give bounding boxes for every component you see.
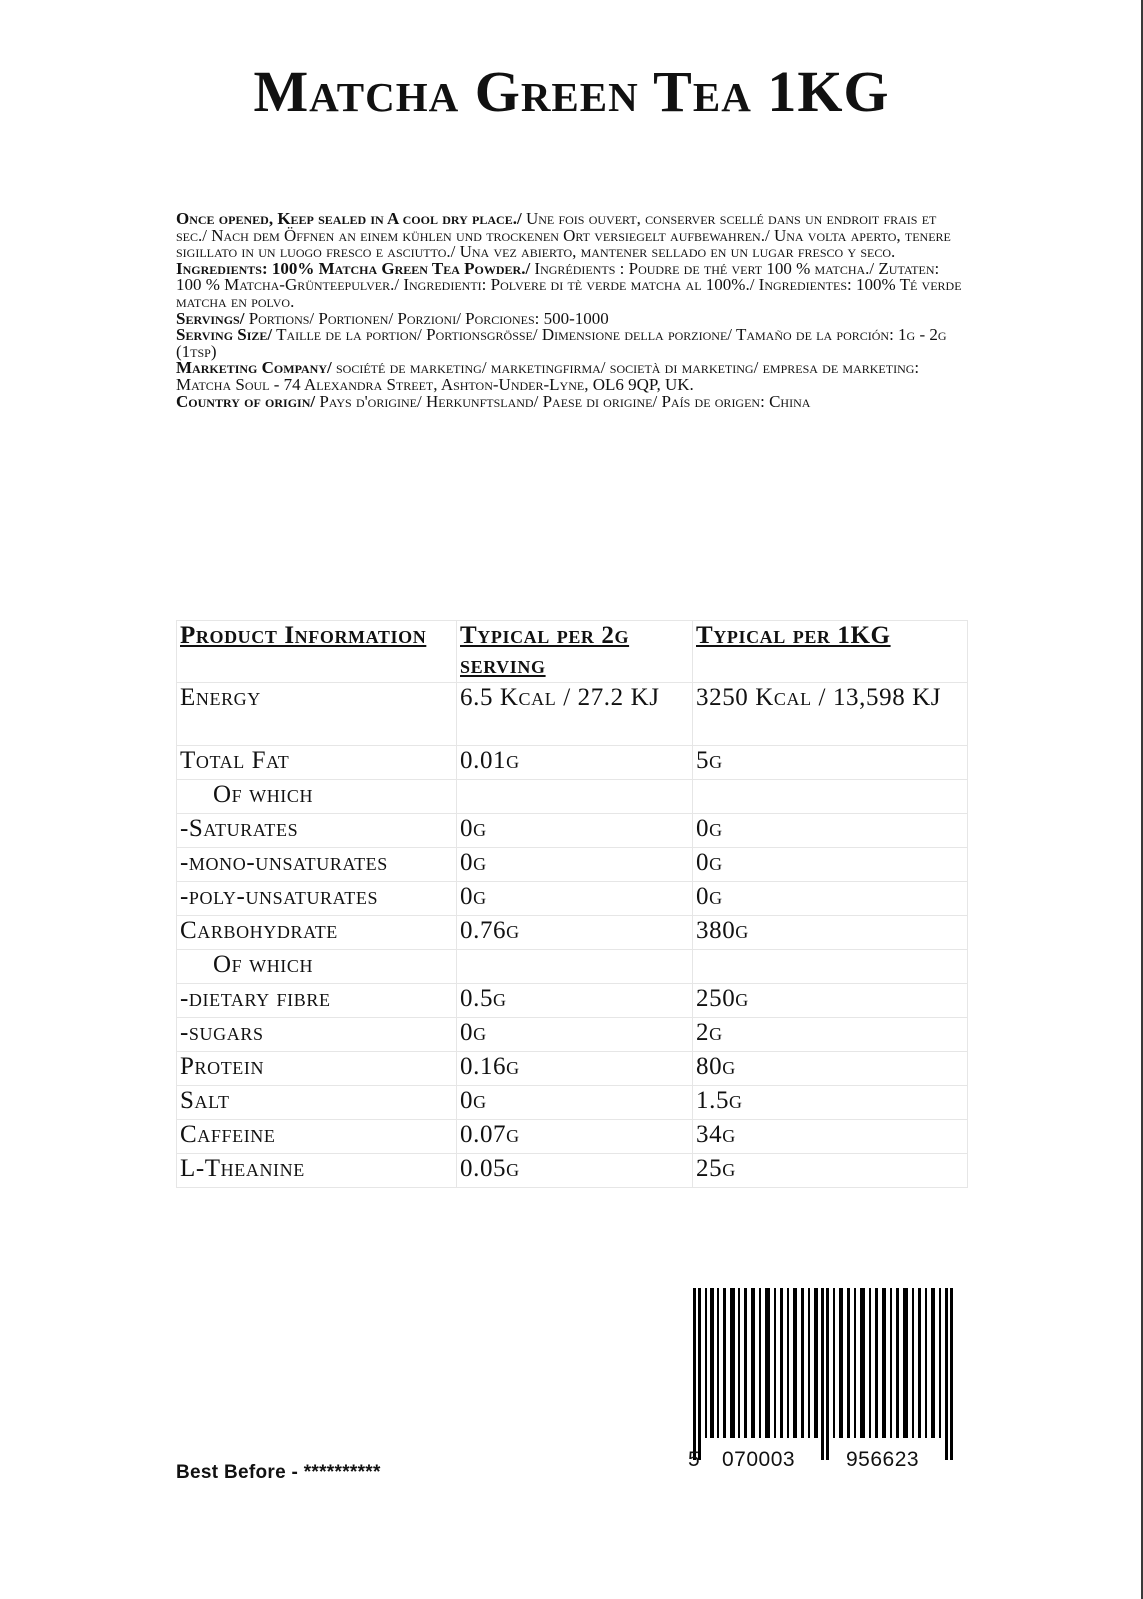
barcode-bar (698, 1288, 701, 1460)
barcode-bar (833, 1288, 835, 1438)
per-serving-value: 0g (457, 814, 693, 848)
origin-paragraph (176, 391, 966, 411)
per-kg-value (693, 780, 968, 814)
barcode-bar (918, 1288, 921, 1438)
nutrient-name: Energy (177, 683, 457, 746)
barcode-bar (945, 1288, 948, 1460)
nutrient-name: Caffeine (177, 1120, 457, 1154)
per-serving-value: 0g (457, 882, 693, 916)
barcode-bar (808, 1288, 810, 1438)
per-serving-value: 0.76g (457, 916, 693, 950)
table-row (177, 1154, 968, 1188)
barcode-bar (723, 1288, 726, 1438)
origin-label: Country of origin/ (176, 391, 316, 411)
marketing-label: Marketing Company/ (176, 358, 332, 378)
barcode-bar (765, 1288, 770, 1438)
barcode-bar (730, 1288, 735, 1438)
table-row (177, 882, 968, 916)
barcode-bar (869, 1288, 871, 1438)
barcode-right-digits: 956623 (846, 1448, 920, 1471)
barcode-bar (710, 1288, 714, 1438)
ingredients-paragraph (176, 258, 966, 311)
table-row (177, 780, 968, 814)
table-row (177, 916, 968, 950)
nutrient-name: Protein (177, 1052, 457, 1086)
barcode-bar (890, 1288, 892, 1438)
per-serving-value (457, 950, 693, 984)
barcode-bar (896, 1288, 899, 1438)
barcode-bar (950, 1288, 953, 1460)
per-serving-value: 0.05g (457, 1154, 693, 1188)
table-row (177, 984, 968, 1018)
header-product-information: Product Information (177, 621, 457, 683)
per-serving-value: 0g (457, 848, 693, 882)
per-serving-value: 6.5 Kcal / 27.2 KJ (457, 683, 693, 746)
barcode-bar (925, 1288, 927, 1438)
per-kg-value: 380g (693, 916, 968, 950)
barcode-bar (854, 1288, 856, 1438)
per-kg-value: 250g (693, 984, 968, 1018)
per-kg-value: 5g (693, 746, 968, 780)
origin-text: Pays d'origine/ Herkunftsland/ Paese di origine/ País de origen: China (315, 391, 811, 411)
barcode-bar (738, 1288, 740, 1438)
nutrient-name: L-Theanine (177, 1154, 457, 1188)
header-per-serving: Typical per 2g serving (457, 621, 693, 683)
barcode-bar (875, 1288, 878, 1438)
nutrient-name: -poly-unsaturates (177, 882, 457, 916)
table-row (177, 1018, 968, 1052)
per-serving-value: 0g (457, 1018, 693, 1052)
ingredients-text: Ingrédients : Poudre de thé vert 100 % matcha./ Zutaten: 100 % Matcha-Grünteepulver./ Ingredienti: Polvere di tè verde matcha al 100%./ Ingredientes: 100% Té verde matcha en polvo. (176, 258, 962, 311)
servings-label: Servings/ (176, 308, 245, 328)
storage-text: Une fois ouvert, conserver scellé dans un endroit frais et sec./ Nach dem Öffnen an einem kühlen und trockenen Ort versiegelt aufbewahren./ Una volta aperto, tenere sigillato in un luogo fresco e asciutto./ Una vez abierto, mantener sellado en un lugar fresco y seco. (176, 209, 951, 262)
barcode-bar (751, 1288, 755, 1438)
barcode-bar (826, 1288, 829, 1460)
per-kg-value (693, 950, 968, 984)
per-kg-value: 0g (693, 882, 968, 916)
per-kg-value: 80g (693, 1052, 968, 1086)
nutrient-name: Carbohydrate (177, 916, 457, 950)
ingredients-label: Ingredients: 100% Matcha Green Tea Powder./ (176, 258, 531, 278)
barcode-bar (847, 1288, 850, 1438)
table-row (177, 683, 968, 746)
nutrition-table (176, 620, 968, 1188)
serving-size-text: Taille de la portion/ Portionsgröße/ Dimensione della porzione/ Tamaño de la porción: 1g - 2g (1tsp) (176, 325, 947, 361)
barcode-bar (787, 1288, 789, 1438)
serving-size-label: Serving Size/ (176, 325, 273, 345)
nutrition-header-row (177, 621, 968, 683)
barcode-bar (912, 1288, 914, 1438)
nutrient-name: Of which (177, 950, 457, 984)
barcode-bar (882, 1288, 886, 1438)
barcode-bar (801, 1288, 804, 1438)
barcode-bar (705, 1288, 707, 1438)
barcode-bar (903, 1288, 908, 1438)
per-serving-value: 0.07g (457, 1120, 693, 1154)
table-row (177, 814, 968, 848)
barcode-bar (774, 1288, 776, 1438)
header-per-kg: Typical per 1KG (693, 621, 968, 683)
barcode-bar (759, 1288, 761, 1438)
barcode-bar (860, 1288, 865, 1438)
table-row (177, 1052, 968, 1086)
best-before-label: Best Before - ********** (176, 1462, 381, 1483)
marketing-text: société de marketing/ marketingfirma/ società di marketing/ empresa de marketing: Matcha Soul - 74 Alexandra Street, Ashton-Under-Lyne, OL6 9QP, UK. (176, 358, 920, 394)
per-kg-value: 25g (693, 1154, 968, 1188)
serving-size-paragraph (176, 327, 966, 360)
barcode-bar (693, 1288, 696, 1460)
barcode-bar (744, 1288, 747, 1438)
nutrient-name: -mono-unsaturates (177, 848, 457, 882)
per-serving-value (457, 780, 693, 814)
per-kg-value: 1.5g (693, 1086, 968, 1120)
barcode-bar (814, 1288, 818, 1438)
table-row (177, 848, 968, 882)
per-serving-value: 0.01g (457, 746, 693, 780)
per-serving-value: 0g (457, 1086, 693, 1120)
product-info-block (176, 211, 966, 410)
per-serving-value: 0.5g (457, 984, 693, 1018)
per-serving-value: 0.16g (457, 1052, 693, 1086)
barcode-bar (821, 1288, 824, 1460)
barcode-bar (717, 1288, 719, 1438)
per-kg-value: 3250 Kcal / 13,598 KJ (693, 683, 968, 746)
barcode-icon (693, 1288, 953, 1474)
barcode-lead-digit: 5 (688, 1448, 701, 1471)
servings-text: Portions/ Portionen/ Porzioni/ Porciones: 500-1000 (244, 308, 609, 328)
barcode-bar (931, 1288, 935, 1438)
barcode-bar (839, 1288, 843, 1438)
per-kg-value: 34g (693, 1120, 968, 1154)
barcode-bar (939, 1288, 941, 1438)
nutrient-name: -Saturates (177, 814, 457, 848)
per-kg-value: 0g (693, 814, 968, 848)
barcode-bar (793, 1288, 797, 1438)
nutrient-name: -dietary fibre (177, 984, 457, 1018)
table-row (177, 950, 968, 984)
barcode-left-digits: 070003 (722, 1448, 796, 1471)
nutrient-name: Salt (177, 1086, 457, 1120)
nutrient-name: Of which (177, 780, 457, 814)
marketing-paragraph (176, 360, 966, 393)
storage-paragraph (176, 211, 966, 261)
nutrient-name: Total Fat (177, 746, 457, 780)
barcode-bar (780, 1288, 783, 1438)
table-row (177, 1120, 968, 1154)
per-kg-value: 0g (693, 848, 968, 882)
storage-label: Once opened, Keep sealed in A cool dry place./ (176, 209, 522, 228)
per-kg-value: 2g (693, 1018, 968, 1052)
table-row (177, 746, 968, 780)
nutrient-name: -sugars (177, 1018, 457, 1052)
table-row (177, 1086, 968, 1120)
product-title: Matcha Green Tea 1KG (253, 59, 890, 124)
